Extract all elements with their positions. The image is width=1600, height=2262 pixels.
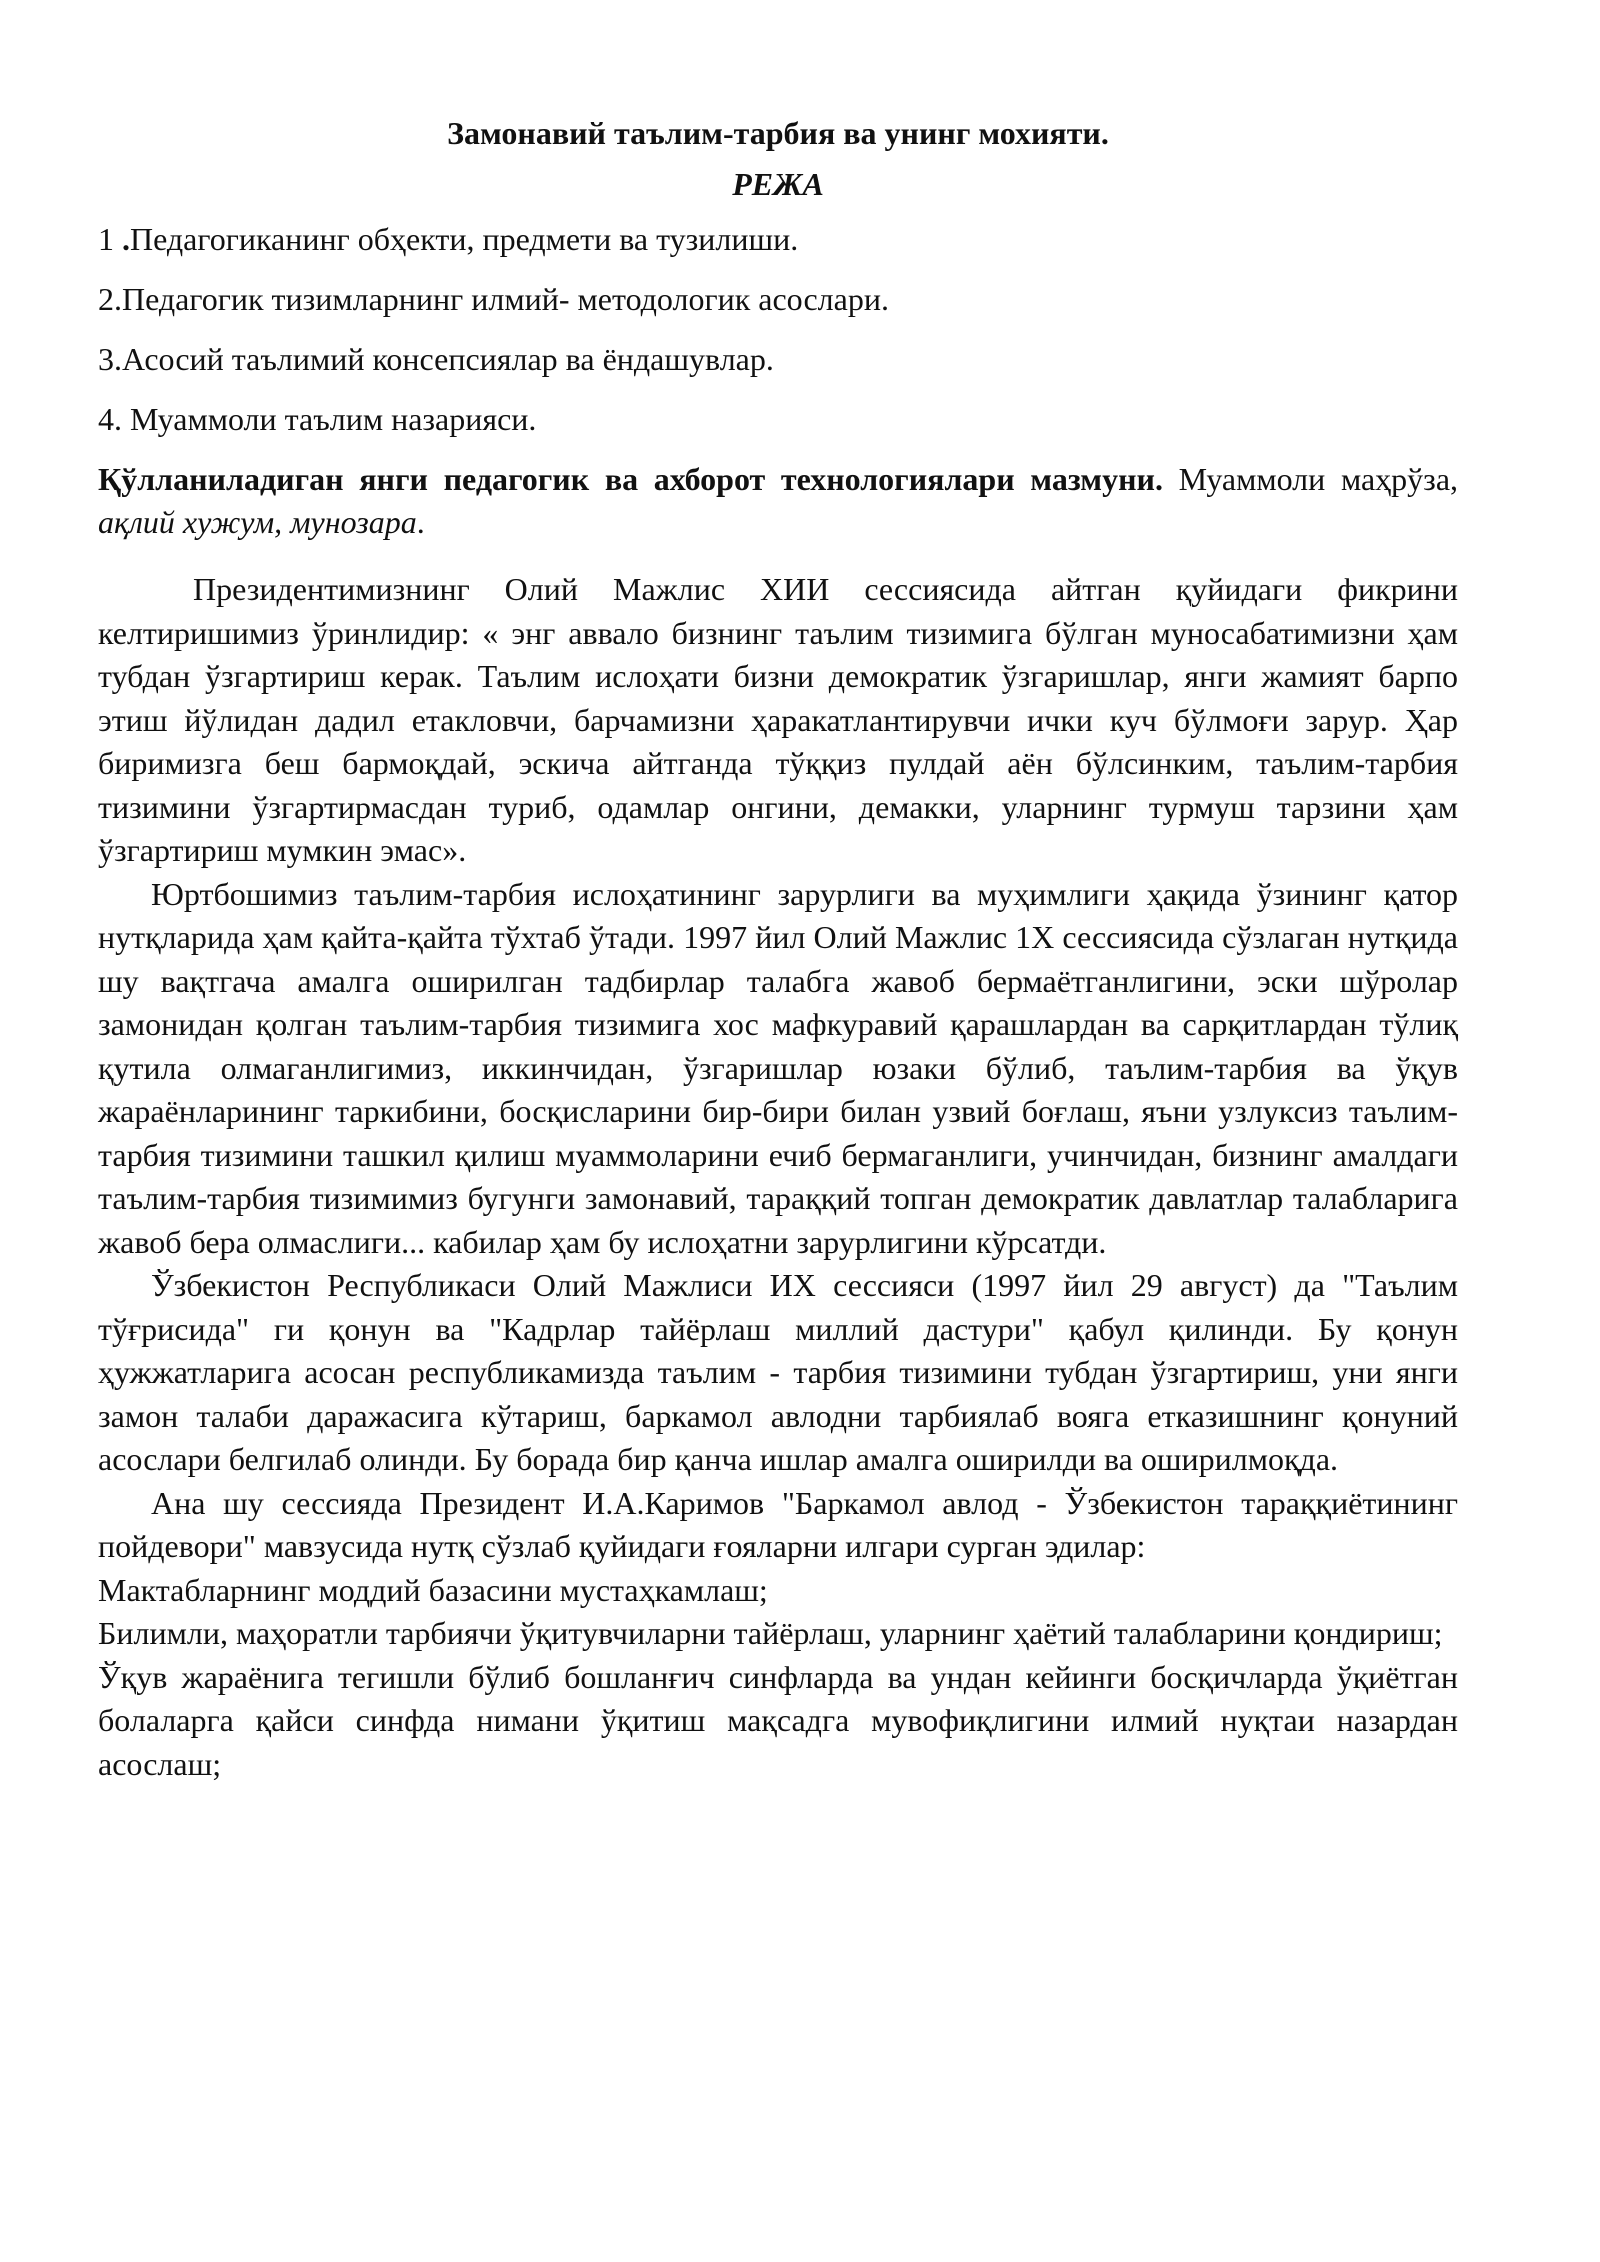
list-line-1: Мактабларнинг моддий базасини мустаҳкамлаш; (98, 1571, 768, 1608)
plan-heading: РЕЖА (732, 166, 824, 202)
plan-item-3: 3.Асосий таълимий консепсиялар ва ёндашувлар. (98, 341, 774, 377)
list-line-3: Ўқув жараёнига тегишли бўлиб бошланғич синфларда ва ундан кейинги босқичларда ўқиётган болаларга қайси синфда нимани ўқитиш мақсадга мувофиқлигини илмий нуқтаи назардан асослаш; (98, 1658, 1458, 1782)
plan-item-2: 2.Педагогик тизимларнинг илмий- методологик асослари. (98, 281, 889, 317)
methods-italic: ақлий хужум, мунозара (98, 504, 417, 540)
methods-plain: Муаммоли маҳрўза, (1178, 461, 1459, 497)
document-page (98, 112, 1458, 1786)
plan-item-1-dot: . (122, 221, 130, 257)
plan-list (98, 218, 1458, 441)
paragraph-4: Ана шу сессияда Президент И.А.Каримов "Баркамол авлод - Ўзбекистон тараққиётининг пойдевори" мавзусида нутқ сўзлаб қуйидаги ғояларни илгари сурган эдилар: (98, 1484, 1458, 1564)
paragraph-1: Президентимизнинг Олий Мажлис ХИИ сессиясида айтган қуйидаги фикрини келтиришимиз ўринлидир: « энг аввало бизнинг таълим тизимига бўлган муносабатимизни ҳам тубдан ўзгартириш керак. Таълим ислоҳати бизни демократик ўзгаришлар, янги жамият барпо этиш йўлидан дадил етакловчи, барчамизни ҳаракатлантирувчи ички куч бўлмоғи зарур. Ҳар биримизга беш бармоқдай, эскича айтганда тўққиз пулдай аён бўлсинким, таълим-тарбия тизимини ўзгартирмасдан туриб, одамлар онгини, демакки, уларнинг турмуш тарзини ҳам ўзгартириш мумкин эмас». (98, 571, 1458, 868)
paragraph-2: Юртбошимиз таълим-тарбия ислоҳатининг зарурлиги ва муҳимлиги ҳақида ўзининг қатор нутқларида ҳам қайта-қайта тўхтаб ўтади. 1997 йил Олий Мажлис 1Х сессиясида сўзлаган нутқида шу вақтгача амалга оширилган тадбирлар талабга жавоб бермаётганлигини, эски шўролар замонидан қолган таълим-тарбия тизимига хос мафкуравий қарашлардан ва сарқитлардан тўлиқ қутила олмаганлигимиз, иккинчидан, ўзгаришлар юзаки бўлиб, таълим-тарбия ва ўқув жараёнларининг таркибини, босқисларини бир-бири билан узвий боғлаш, яъни узлуксиз таълим-тарбия тизимини ташкил қилиш муаммоларини ечиб бермаганлиги, учинчидан, бизнинг амалдаги таълим-тарбия тизимимиз бугунги замонавий, тараққий топган демократик давлатлар талабларига жавоб бера олмаслиги... кабилар ҳам бу ислоҳатни зарурлигини кўрсатди. (98, 875, 1458, 1260)
list-line-2: Билимли, маҳоратли тарбиячи ўқитувчиларни тайёрлаш, уларнинг ҳаётий талабларини қондириш; (98, 1615, 1443, 1651)
paragraph-3: Ўзбекистон Республикаси Олий Мажлиси ИХ сессияси (1997 йил 29 август) да "Таълим тўғрисида" ги қонун ва "Кадрлар тайёрлаш миллий дастури" қабул қилинди. Бу қонун ҳужжатларига асосан республикамизда таълим - тарбия тизимини тубдан ўзгартириш, уни янги замон талаби даражасига кўтариш, баркамол авлодни тарбиялаб вояга етказишнинг қонуний асослари белгилаб олинди. Бу борада бир қанча ишлар амалга оширилди ва оширилмоқда. (98, 1267, 1458, 1477)
plan-item-4: 4. Муаммоли таълим назарияси. (98, 401, 537, 437)
technologies-section (98, 458, 1458, 544)
plan-item-1-text: Педагогиканинг обҳекти, предмети ва тузилиши. (130, 221, 799, 257)
methods-end: . (416, 504, 425, 540)
plan-item-1-number: 1 (98, 221, 122, 257)
plan-item-1 (98, 218, 1458, 261)
technologies-heading: Қўлланиладиган янги педагогик ва ахборот технологиялари мазмуни. (98, 461, 1163, 497)
document-title: Замонавий таълим-тарбия ва унинг мохияти. (447, 115, 1109, 151)
